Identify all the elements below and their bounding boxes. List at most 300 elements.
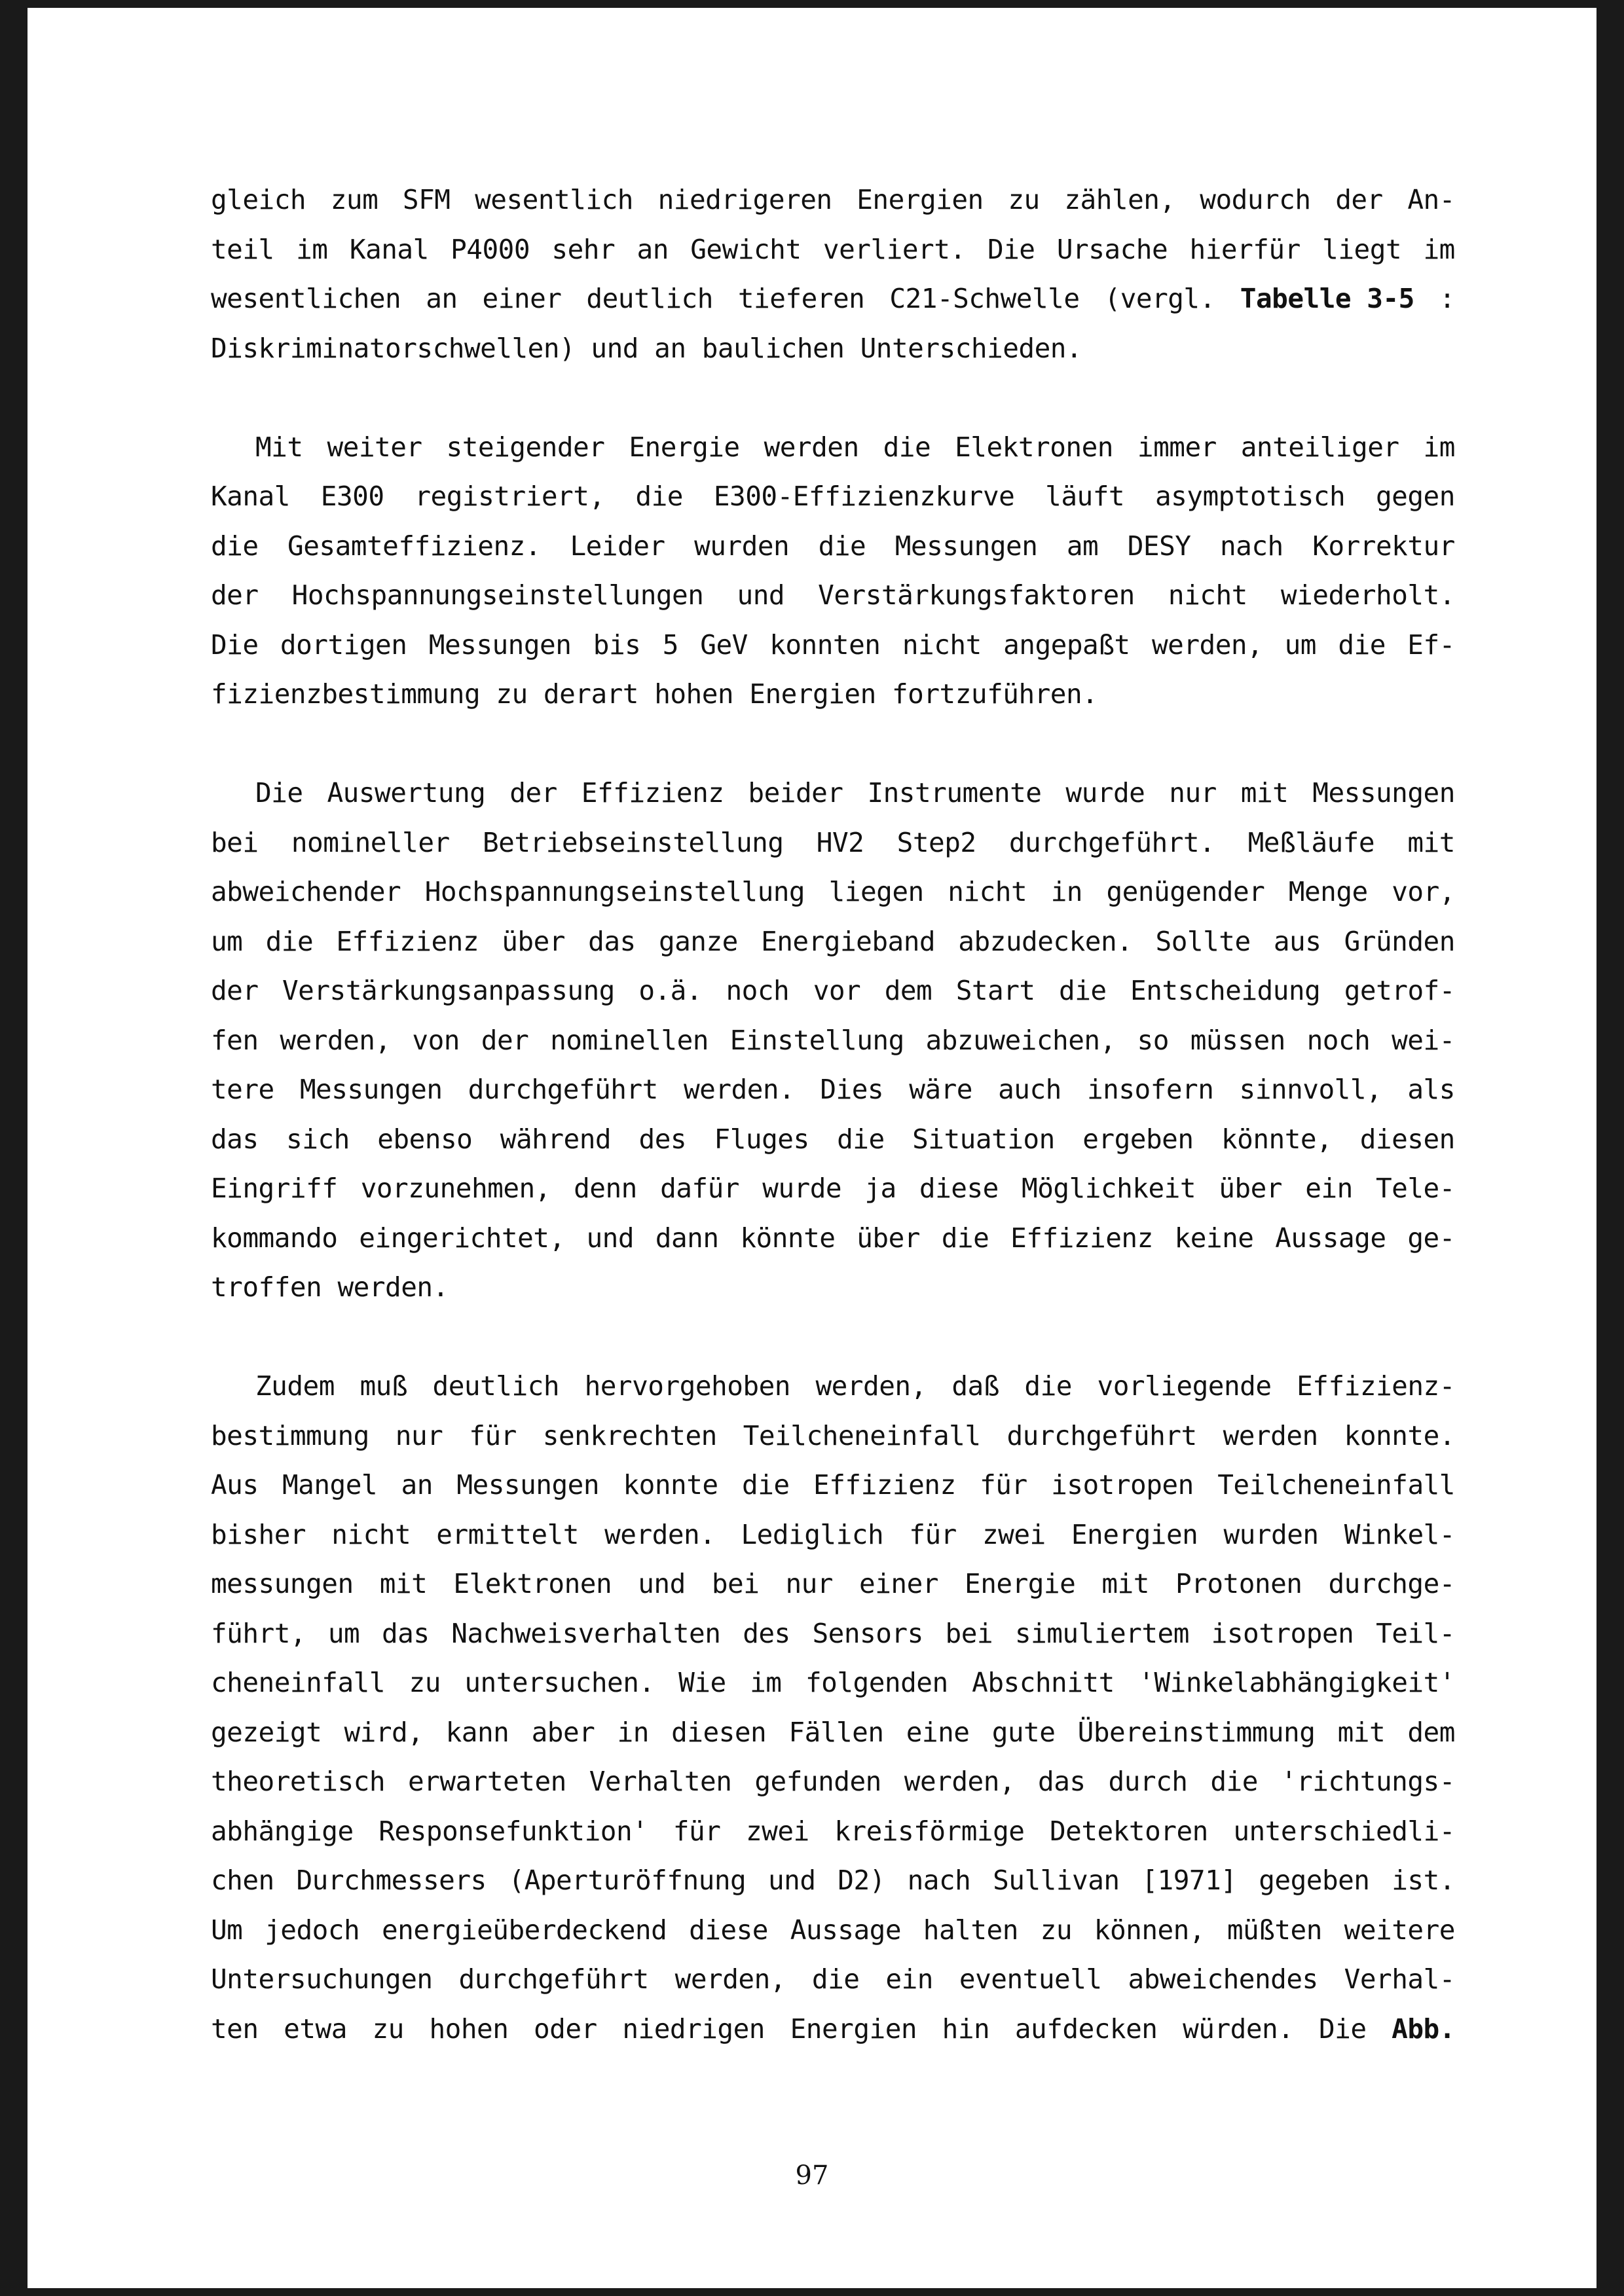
word: nur [1169, 777, 1217, 809]
word: o.ä. [638, 975, 703, 1006]
word: Aus [211, 1469, 259, 1501]
word: mit [379, 1568, 428, 1599]
word: Effizienz [1010, 1222, 1153, 1254]
word: abweichender [211, 876, 401, 907]
text-line [211, 1906, 1455, 1956]
word: Start [955, 975, 1035, 1006]
word: Menge [1288, 876, 1368, 907]
word: mit [1407, 826, 1455, 858]
word: nominellen [550, 1024, 709, 1056]
word: Korrektur [1312, 530, 1455, 562]
word: noch [1306, 1024, 1371, 1056]
word: ja [864, 1173, 896, 1204]
word: Abschnitt [972, 1667, 1115, 1698]
word: weitere [1344, 1914, 1455, 1946]
word: Um [211, 1914, 243, 1946]
word: baulichen [701, 332, 860, 364]
word: Winkel- [1344, 1518, 1455, 1550]
word: nomineller [291, 826, 450, 858]
word: und [767, 1865, 816, 1896]
word: E300 [320, 481, 384, 512]
text-line [211, 1164, 1455, 1214]
word: liegt [1322, 233, 1402, 265]
word: kommando [211, 1222, 338, 1254]
text-line [211, 522, 1455, 572]
word: die [1338, 629, 1386, 661]
word: diese [919, 1173, 999, 1204]
word: mit [1101, 1568, 1149, 1599]
word: ein [885, 1963, 933, 1995]
word: teil [211, 233, 274, 265]
word: mit [1337, 1716, 1386, 1748]
word: werden, [904, 1766, 1016, 1797]
text-line [211, 621, 1455, 670]
word: vor [813, 975, 861, 1006]
word: Tele- [1375, 1173, 1455, 1204]
word: chen [211, 1865, 274, 1896]
word: fizienzbestimmung [211, 678, 496, 710]
word: Dies [820, 1074, 884, 1105]
word: aus [1273, 925, 1321, 957]
word: kreisförmige [834, 1815, 1025, 1847]
text-line [211, 274, 1455, 324]
word: die [211, 530, 259, 562]
word: deutlich [586, 283, 713, 314]
word: 5 [662, 629, 678, 661]
text-line [211, 225, 1455, 275]
text-line [211, 1461, 1455, 1510]
word: die [811, 1963, 860, 1995]
word: einer [859, 1568, 938, 1599]
word: Energien [857, 184, 984, 215]
word: Fluges [714, 1123, 809, 1155]
body-text [211, 175, 1455, 2054]
word: gefunden [754, 1766, 881, 1797]
word: Ursache [1056, 233, 1168, 265]
word: während [500, 1123, 612, 1155]
word: Entscheidung [1130, 975, 1321, 1006]
word: GeV [700, 629, 748, 661]
word: Tabelle 3-5 [1240, 283, 1414, 314]
word: könnte [740, 1222, 836, 1254]
word: Energie [965, 1568, 1076, 1599]
word: wäre [909, 1074, 972, 1105]
word: wurde [1065, 777, 1145, 809]
word: könnte, [1221, 1123, 1333, 1155]
word: Responsefunktion' [378, 1815, 648, 1847]
word: die [742, 1469, 790, 1501]
word: 'richtungs- [1280, 1766, 1455, 1797]
word: die [635, 481, 683, 512]
text-line [211, 867, 1455, 917]
word: wurden [694, 530, 790, 562]
word: abzudecken. [958, 925, 1133, 957]
word: als [1407, 1074, 1455, 1105]
word: P4000 [451, 233, 530, 265]
word: und [591, 332, 655, 364]
word: die [265, 925, 314, 957]
word: (vergl. [1104, 283, 1215, 314]
word: Lediglich [741, 1518, 884, 1550]
word: untersuchen. [464, 1667, 655, 1698]
text-line [211, 472, 1455, 522]
text-line [211, 966, 1455, 1016]
word: so [1137, 1024, 1169, 1056]
text-line [211, 2005, 1455, 2054]
word: Energie [629, 431, 740, 463]
word: gegen [1376, 481, 1455, 512]
word: angepaßt [1003, 629, 1130, 661]
word: die [1059, 975, 1107, 1006]
word: wird, [344, 1716, 424, 1748]
word: würden. [1183, 2013, 1294, 2045]
word: werden [1223, 1419, 1318, 1451]
paragraph-gap [211, 720, 1455, 769]
word: nicht [1168, 579, 1247, 611]
word: für [673, 1815, 721, 1847]
word: dann [655, 1222, 719, 1254]
text-line [211, 1016, 1455, 1066]
text-line [211, 1856, 1455, 1906]
text-line [211, 818, 1455, 868]
word: konnte. [1344, 1419, 1455, 1451]
word: (Aperturöffnung [508, 1865, 747, 1896]
word: eine [906, 1716, 970, 1748]
paragraph [211, 769, 1455, 1313]
text-line [211, 423, 1455, 473]
word: immer [1137, 431, 1217, 463]
word: vorzunehmen, [360, 1173, 551, 1204]
word: getrof- [1344, 975, 1455, 1006]
word: das [1038, 1766, 1086, 1797]
word: Gewicht [690, 233, 802, 265]
word: Durchmessers [296, 1865, 487, 1896]
paragraph-gap [211, 1313, 1455, 1362]
word: Messungen [456, 1469, 600, 1501]
word: bei [211, 826, 259, 858]
word: Teilcheneinfall [743, 1419, 981, 1451]
text-line [211, 1362, 1455, 1412]
word: zu [372, 2013, 404, 2045]
word: zwei [745, 1815, 809, 1847]
word: über [502, 925, 565, 957]
word: halten [923, 1914, 1018, 1946]
word: theoretisch [211, 1766, 386, 1797]
word: in [617, 1716, 649, 1748]
word: ermittelt [436, 1518, 579, 1550]
word: läuft [1045, 481, 1125, 512]
word: An- [1407, 184, 1455, 215]
word: derart [543, 678, 655, 710]
word: an [637, 233, 669, 265]
word: hohen [429, 2013, 509, 2045]
word: an [654, 332, 702, 364]
word: werden, [1151, 629, 1263, 661]
word: C21-Schwelle [889, 283, 1080, 314]
word: muß [360, 1370, 408, 1402]
word: des [743, 1617, 790, 1649]
word: werden. [337, 1271, 449, 1303]
word: Die [255, 777, 303, 809]
word: abhängige [211, 1815, 354, 1847]
word: isotropen [1051, 1469, 1194, 1501]
word: insofern [1086, 1074, 1214, 1105]
text-line [211, 1510, 1455, 1560]
word: Auswertung [327, 777, 486, 809]
word: werden, [280, 1024, 391, 1056]
word: aufdecken [1014, 2013, 1158, 2045]
text-line [211, 1559, 1455, 1609]
word: niedrigen [622, 2013, 765, 2045]
word: Sullivan [993, 1865, 1120, 1896]
word: [1971] [1141, 1865, 1237, 1896]
word: Nachweisverhalten [451, 1617, 721, 1649]
word: Fällen [788, 1716, 884, 1748]
word: keine [1174, 1222, 1254, 1254]
word: hohen [654, 678, 750, 710]
text-line [211, 1609, 1455, 1659]
word: die [941, 1222, 989, 1254]
word: das [381, 1617, 430, 1649]
word: konnte [623, 1469, 718, 1501]
word: Gesamteffizienz. [287, 530, 541, 562]
word: abzuweichen, [925, 1024, 1116, 1056]
word: wurden [1223, 1518, 1319, 1550]
word: Detektoren [1050, 1815, 1208, 1847]
word: der [481, 1024, 529, 1056]
text-line [211, 1708, 1455, 1758]
word: werden [764, 431, 859, 463]
word: am [1066, 530, 1099, 562]
word: um [327, 1617, 360, 1649]
word: folgenden [805, 1667, 948, 1698]
word: das [211, 1123, 259, 1155]
word: Energien [790, 2013, 917, 2045]
word: simuliertem [1014, 1617, 1189, 1649]
word: kann [445, 1716, 509, 1748]
word: Hochspannungseinstellung [424, 876, 805, 907]
word: Einstellung [729, 1024, 904, 1056]
word: Hochspannungseinstellungen [291, 579, 704, 611]
word: zu [409, 1667, 441, 1698]
word: Gründen [1344, 925, 1455, 957]
word: Mangel [282, 1469, 378, 1501]
word: ist. [1392, 1865, 1455, 1896]
word: Wie [678, 1667, 726, 1698]
word: vor, [1392, 876, 1455, 907]
word: Aussage [1275, 1222, 1386, 1254]
word: weiter [327, 431, 422, 463]
word: Die [987, 233, 1035, 265]
word: von [412, 1024, 460, 1056]
word: Die [211, 629, 259, 661]
word: hierfür [1189, 233, 1301, 265]
word: registriert, [415, 481, 605, 512]
word: diese [689, 1914, 768, 1946]
word: isotropen [1211, 1617, 1354, 1649]
word: der [509, 777, 557, 809]
word: fen [211, 1024, 259, 1056]
word: gegeben [1259, 1865, 1370, 1896]
word: gleich [211, 184, 306, 215]
word: über [857, 1222, 920, 1254]
word: dem [884, 975, 932, 1006]
word: und [586, 1222, 635, 1254]
word: im [1423, 431, 1455, 463]
text-line [211, 324, 1455, 374]
word: hin [942, 2013, 990, 2045]
word: bisher [211, 1518, 306, 1550]
word: bestimmung [211, 1419, 369, 1451]
word: noch [726, 975, 790, 1006]
word: für [909, 1518, 957, 1550]
word: durchgeführt [1006, 1419, 1197, 1451]
word: : [1439, 283, 1455, 314]
word: gute [991, 1716, 1056, 1748]
word: Leider [570, 530, 665, 562]
word: Messungen [895, 530, 1038, 562]
word: eventuell [959, 1963, 1102, 1995]
word: D2) [838, 1865, 885, 1896]
word: Effizienz- [1297, 1370, 1455, 1402]
word: oder [533, 2013, 597, 2045]
word: liegen [828, 876, 924, 907]
word: vorliegende [1097, 1370, 1272, 1402]
word: dem [1407, 1716, 1455, 1748]
word: führt, [211, 1617, 306, 1649]
word: Elektronen [955, 431, 1113, 463]
word: jedoch [265, 1914, 360, 1946]
word: Mit [255, 431, 303, 463]
word: steigender [446, 431, 605, 463]
word: um [1284, 629, 1316, 661]
word: bei [711, 1568, 760, 1599]
word: gezeigt [211, 1716, 322, 1748]
word: der [211, 579, 259, 611]
word: Sensors [812, 1617, 923, 1649]
word: um [211, 925, 243, 957]
word: Energien [749, 678, 892, 710]
word: werden. [683, 1074, 795, 1105]
text-line [211, 1412, 1455, 1461]
word: nicht [331, 1518, 411, 1550]
text-line [211, 1065, 1455, 1115]
text-line [211, 917, 1455, 967]
word: mit [1240, 777, 1289, 809]
word: bis [593, 629, 641, 661]
word: Protonen [1175, 1568, 1302, 1599]
word: zu [1040, 1914, 1073, 1946]
word: Eingriff [211, 1173, 338, 1204]
text-line [211, 571, 1455, 621]
word: können, [1094, 1914, 1206, 1946]
word: anteiliger [1240, 431, 1399, 463]
word: die [837, 1123, 885, 1155]
word: Effizienz [581, 777, 724, 809]
word: Untersuchungen [211, 1963, 433, 1995]
text-line [211, 1807, 1455, 1857]
word: Verstärkungsanpassung [282, 975, 615, 1006]
word: daß [951, 1370, 999, 1402]
word: beider [748, 777, 843, 809]
word: werden, [674, 1963, 786, 1995]
word: und [638, 1568, 686, 1599]
word: Verhal- [1344, 1963, 1455, 1995]
word: durch [1108, 1766, 1188, 1797]
word: E300-Effizienzkurve [713, 481, 1015, 512]
word: Abb. [1392, 2013, 1455, 2045]
word: ten [211, 2013, 259, 2045]
page-number: 97 [795, 2160, 829, 2191]
word: einer [482, 283, 562, 314]
word: Situation [912, 1123, 1055, 1155]
word: wurde [762, 1173, 842, 1204]
word: Sollte [1155, 925, 1251, 957]
word: energieüberdeckend [381, 1914, 667, 1946]
word: Kanal [211, 481, 290, 512]
word: wodurch [1200, 184, 1311, 215]
word: zu [496, 678, 544, 710]
word: sehr [551, 233, 616, 265]
word: zu [1008, 184, 1040, 215]
word: nur [785, 1568, 833, 1599]
word: asymptotisch [1154, 481, 1346, 512]
word: troffen [211, 1271, 338, 1303]
word: etwa [284, 2013, 347, 2045]
word: im [750, 1667, 782, 1698]
text-line [211, 670, 1455, 720]
word: ganze [658, 925, 738, 957]
word: Unterschieden. [860, 332, 1082, 364]
word: deutlich [432, 1370, 560, 1402]
word: DESY [1127, 530, 1191, 562]
word: Möglichkeit [1022, 1173, 1196, 1204]
word: an [426, 283, 458, 314]
word: nur [395, 1419, 443, 1451]
word: Verhalten [589, 1766, 732, 1797]
word: durchgeführt [458, 1963, 649, 1995]
paragraph [211, 175, 1455, 373]
word: im [1423, 233, 1455, 265]
word: niedrigeren [657, 184, 832, 215]
word: nicht [902, 629, 982, 661]
paragraph [211, 423, 1455, 720]
word: Elektronen [453, 1568, 612, 1599]
word: bei [945, 1617, 993, 1649]
word: der [211, 975, 259, 1006]
word: müssen [1190, 1024, 1285, 1056]
word: verliert. [822, 233, 966, 265]
word: ebenso [377, 1123, 473, 1155]
word: diesen [1359, 1123, 1455, 1155]
word: Teilcheneinfall [1217, 1469, 1455, 1501]
word: diesen [671, 1716, 767, 1748]
word: werden. [604, 1518, 716, 1550]
word: Step2 [896, 826, 976, 858]
word: Betriebseinstellung [483, 826, 784, 858]
word: die [1024, 1370, 1072, 1402]
word: 'Winkelabhängigkeit' [1138, 1667, 1455, 1698]
word: Energieband [761, 925, 936, 957]
word: tieferen [737, 283, 865, 314]
word: die [883, 431, 931, 463]
word: Effizienz [336, 925, 479, 957]
word: müßten [1227, 1914, 1322, 1946]
word: ge- [1407, 1222, 1455, 1254]
word: Meßläufe [1247, 826, 1375, 858]
word: Messungen [428, 629, 572, 661]
word: zum [330, 184, 378, 215]
